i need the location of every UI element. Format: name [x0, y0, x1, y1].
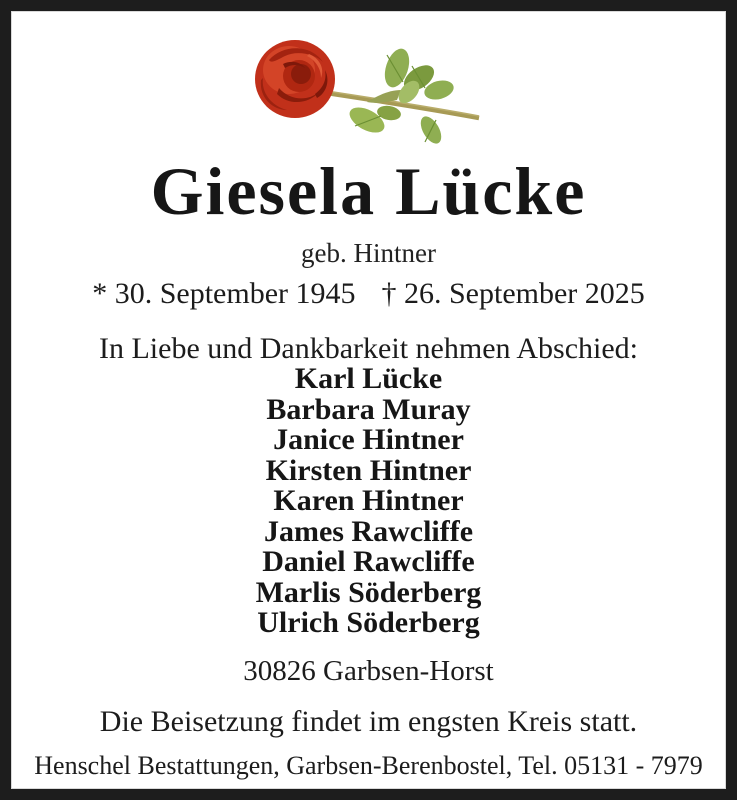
maiden-name: geb. Hintner — [301, 238, 436, 268]
life-dates — [11, 276, 726, 312]
mourners-list — [11, 364, 726, 639]
mourner-name: Marlis Söderberg — [255, 575, 482, 609]
mourner-name: James Rawcliffe — [263, 514, 474, 548]
mourner-name: Daniel Rawcliffe — [262, 545, 475, 578]
mourner-name: Karl Lücke — [294, 362, 443, 395]
mourning-intro: In Liebe und Dankbarkeit nehmen Abschied: — [98, 332, 638, 365]
mourner-name: Janice Hintner — [273, 423, 464, 456]
mourner-name: Barbara Muray — [266, 392, 471, 426]
location: 30826 Garbsen-Horst — [243, 654, 494, 687]
mourner-name: Karen Hintner — [273, 484, 464, 517]
death-date: † 26. September 2025 — [381, 277, 645, 310]
mourner-name: Ulrich Söderberg — [257, 606, 480, 639]
red-rose-icon — [249, 30, 489, 150]
deceased-name: Giesela Lücke — [150, 153, 587, 229]
rose-image-container — [11, 30, 726, 150]
mourner-name: Kirsten Hintner — [265, 453, 472, 487]
funeral-note: Die Beisetzung findet im engsten Kreis statt. — [99, 704, 638, 738]
funeral-home-contact: Henschel Bestattungen, Garbsen-Berenbostel, Tel. 05131 - 7979 — [34, 750, 703, 780]
birth-date: * 30. September 1945 — [92, 277, 356, 310]
